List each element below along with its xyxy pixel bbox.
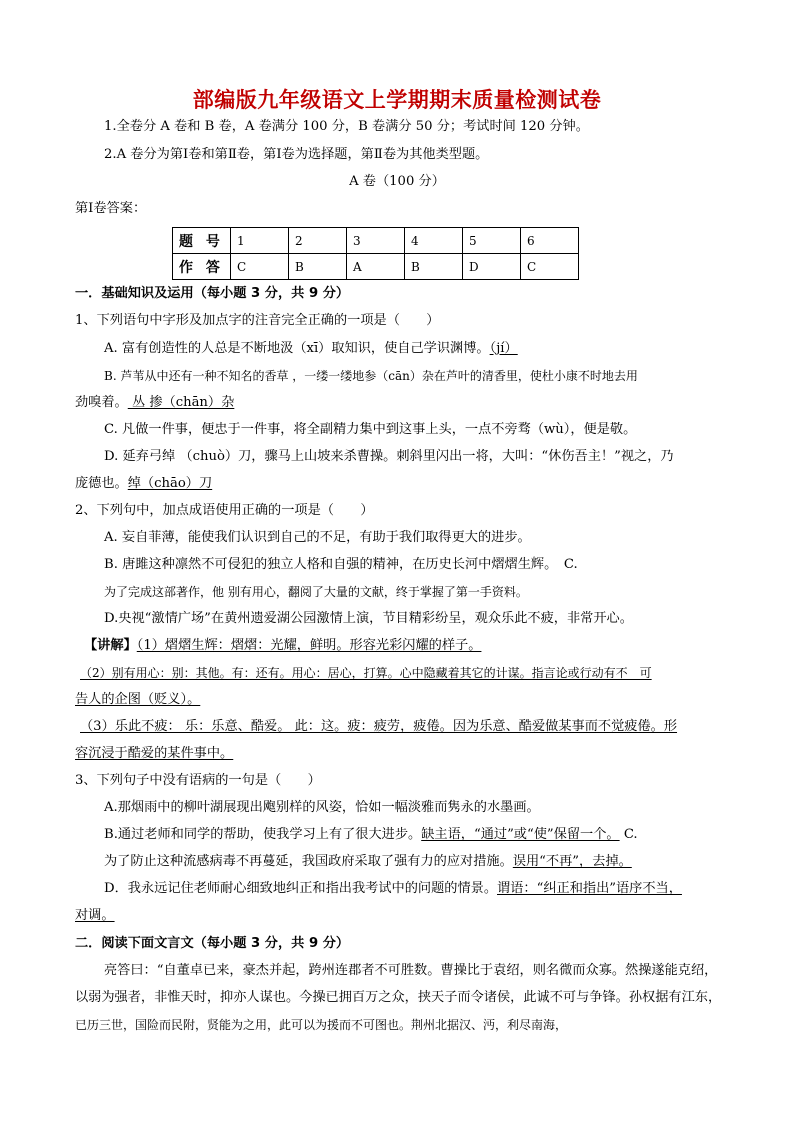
q3-option-b: [104, 826, 638, 844]
table-cell: C: [521, 254, 579, 280]
table-cell: C: [231, 254, 289, 280]
instruction-1: 1.全卷分 A 卷和 B 卷，A 卷满分 100 分，B 卷满分 50 分；考试时间 120 分钟。: [104, 119, 589, 134]
explain-text-2b: 告人的企图（贬义）。: [75, 692, 201, 707]
q1-option-b-line1: B. 芦苇从中还有一种不知名的香草 ，一缕一缕地参（cān）杂在芦叶的清香里，使杜小康不时地去用: [104, 369, 638, 383]
q2-stem: 2、下列句中，加点成语使用正确的一项是（ ）: [75, 503, 374, 518]
explain-text-2a: （2）别有用心：别：其他。有：还有。用心：居心，打算。心中隐藏着其它的计谋。指言论或行动有不 可: [80, 666, 652, 680]
q3-b-note: 缺主语，“通过”或“使”保留一个。: [421, 827, 620, 842]
table-cell: D: [463, 254, 521, 280]
answer-table-row-numbers: [173, 228, 579, 254]
q2-explain-3b: [75, 745, 233, 763]
q1-option-b-line2: [75, 394, 234, 412]
q1-stem: 1、下列语句中字形及加点字的注音完全正确的一项是（ ）: [75, 313, 440, 328]
q1-option-a: [104, 340, 518, 358]
q1-d2-note: 绰（chāo）刀: [127, 476, 213, 491]
table-cell: 1: [231, 228, 289, 254]
q3-b-text: B.通过老师和同学的帮助，使我学习上有了很大进步。: [104, 827, 422, 842]
q2-option-a: A. 妄自菲薄，能使我们认识到自己的不足，有助于我们取得更大的进步。: [104, 530, 531, 545]
explain-text-1: （1）熠熠生辉：熠熠：光耀，鲜明。形容光彩闪耀的样子。: [136, 638, 482, 653]
q2-option-b: B. 唐雎这种凛然不可侵犯的独立人格和自强的精神，在历史长河中熠熠生辉。 C.: [104, 557, 578, 572]
table-cell: 6: [521, 228, 579, 254]
q1-option-c: C. 凡做一件事，便忠于一件事，将全副精力集中到这事上头，一点不旁骛（wù），便是敬。: [104, 422, 637, 437]
table-header-answer: 作 答: [173, 254, 231, 280]
q2-explain-2b: [75, 691, 200, 709]
q2-explain-1: [84, 637, 481, 655]
passage-line-2: 以弱为强者，非惟天时，抑亦人谋也。今操已拥百万之众，挟天子而令诸侯，此诚不可与争锋。孙权据有江东，: [75, 990, 722, 1005]
table-cell: 5: [463, 228, 521, 254]
table-cell: B: [289, 254, 347, 280]
answer-label: 第Ⅰ卷答案：: [75, 201, 147, 216]
part1-heading: 一．基础知识及运用（每小题 3 分，共 9 分）: [75, 286, 350, 301]
table-cell: 3: [347, 228, 405, 254]
q2-option-c: 为了完成这部著作，他 别有用心，翻阅了大量的文献，终于掌握了第一手资料。: [104, 585, 528, 599]
answer-table-row-answers: [173, 254, 579, 280]
explain-text-3a: （3）乐此不疲： 乐：乐意、酷爱。 此：这。疲：疲劳，疲倦。因为乐意、酷爱做某事而不觉疲倦。形: [80, 719, 678, 734]
q1-a-note: （jí）: [489, 341, 518, 356]
q3-b-tail: C.: [623, 827, 638, 842]
table-cell: 2: [289, 228, 347, 254]
passage-line-3: 已历三世，国险而民附，贤能为之用，此可以为援而不可图也。荆州北据汉、沔，利尽南海，: [75, 1018, 568, 1032]
table-cell: B: [405, 254, 463, 280]
q1-option-d-line2: [75, 475, 212, 493]
q2-explain-3a: [80, 718, 677, 736]
answer-table: [172, 227, 579, 280]
q2-option-d: D.央视“激情广场”在黄州遗爱湖公园激情上演，节目精彩纷呈，观众乐此不疲，非常开心。: [104, 611, 633, 626]
q3-c-text: 为了防止这种流感病毒不再蔓延，我国政府采取了强有力的应对措施。: [104, 854, 513, 869]
q1-a-text: A. 富有创造性的人总是不断地汲（xī）取知识，使自己学识渊博。: [104, 341, 490, 356]
q3-d-note: 谓语：“纠正和指出”语序不当，: [497, 881, 682, 896]
table-header-number: 题 号: [173, 228, 231, 254]
explain-label: 【讲解】: [84, 638, 137, 653]
part2-heading: 二．阅读下面文言文（每小题 3 分，共 9 分）: [75, 936, 350, 951]
table-cell: A: [347, 254, 405, 280]
passage-line-1: 亮答曰：“自董卓已来，豪杰并起，跨州连郡者不可胜数。曹操比于袁绍，则名微而众寡。然操遂能克绍，: [104, 963, 718, 978]
q2-explain-2a: [80, 664, 652, 682]
q1-option-d-line1: D. 延弃弓绰 （chuò）刀，骤马上山坡来杀曹操。刺斜里闪出一将，大叫：“休伤吾主！”视之，乃: [104, 449, 674, 464]
page-title: 部编版九年级语文上学期期末质量检测试卷: [192, 88, 602, 112]
q3-d-text: D．我永远记住老师耐心细致地纠正和指出我考试中的问题的情景。: [104, 881, 498, 896]
q3-option-c: [104, 853, 632, 871]
q3-option-d-line2: [75, 907, 115, 925]
instruction-2: 2.A 卷分为第Ⅰ卷和第Ⅱ卷，第Ⅰ卷为选择题，第Ⅱ卷为其他类型题。: [104, 147, 489, 162]
q3-c-note: 误用“不再”，去掉。: [512, 854, 632, 869]
section-a-label: A 卷（100 分）: [349, 174, 445, 189]
q1-b2-note: 丛 掺（chān）杂: [127, 395, 235, 410]
q3-option-d: [104, 880, 682, 898]
q1-b2-text: 劲嗅着。: [75, 395, 128, 410]
table-cell: 4: [405, 228, 463, 254]
q3-stem: 3、下列句子中没有语病的一句是（ ）: [75, 773, 321, 788]
q1-d2-text: 庞德也。: [75, 476, 128, 491]
q3-option-a: A.那烟雨中的柳叶湖展现出飑别样的风姿，恰如一幅淡雅而隽永的水墨画。: [104, 800, 540, 815]
q3-d-note2: 对调。: [75, 908, 115, 923]
explain-text-3b: 容沉浸于酷爱的某件事中。: [75, 746, 234, 761]
